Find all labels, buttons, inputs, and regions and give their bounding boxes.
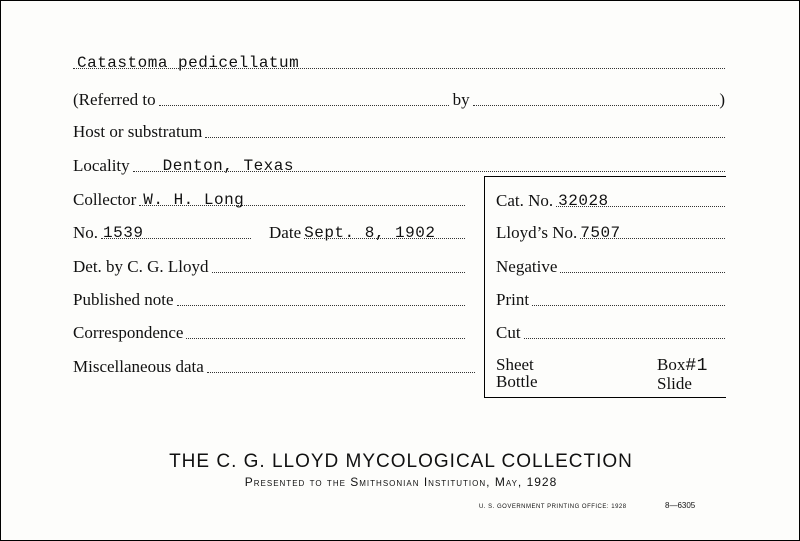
locality-label: Locality bbox=[73, 156, 130, 175]
sheet-label: Sheet bbox=[496, 355, 534, 374]
box-label: Box bbox=[657, 355, 686, 374]
print-field bbox=[532, 291, 725, 306]
box-value: #1 bbox=[685, 356, 708, 376]
negative-row bbox=[496, 255, 725, 277]
cat-no-field bbox=[556, 192, 725, 210]
cat-no-row bbox=[496, 189, 725, 211]
host-row bbox=[73, 120, 725, 142]
lloyd-no-row bbox=[496, 221, 725, 243]
no-label: No. bbox=[73, 223, 99, 242]
collection-title: THE C. G. LLOYD MYCOLOGICAL COLLECTION bbox=[169, 451, 633, 472]
det-field bbox=[212, 258, 465, 273]
collector-value: W. H. Long bbox=[143, 191, 245, 209]
species-row bbox=[73, 51, 725, 73]
referred-row bbox=[73, 88, 725, 110]
print-label: Print bbox=[496, 290, 530, 309]
cut-label: Cut bbox=[496, 323, 521, 342]
locality-value: Denton, Texas bbox=[162, 157, 294, 175]
collector-field bbox=[139, 191, 465, 209]
cut-field bbox=[524, 324, 725, 339]
published-label: Published note bbox=[73, 290, 174, 309]
misc-label: Miscellaneous data bbox=[73, 357, 204, 376]
number-date-row bbox=[73, 221, 465, 243]
printing-office-note: U. S. GOVERNMENT PRINTING OFFICE: 1928 bbox=[479, 504, 627, 510]
det-row bbox=[73, 255, 465, 277]
correspondence-label: Correspondence bbox=[73, 323, 184, 342]
host-field bbox=[205, 123, 725, 138]
published-row bbox=[73, 288, 465, 310]
referred-label: (Referred to bbox=[73, 90, 156, 109]
by-field bbox=[473, 91, 720, 106]
cut-row bbox=[496, 321, 725, 343]
bottle-label: Bottle bbox=[496, 372, 538, 391]
cat-no-value: 32028 bbox=[558, 192, 609, 210]
print-row bbox=[496, 288, 725, 310]
collector-label: Collector bbox=[73, 190, 137, 209]
by-label: by bbox=[452, 90, 470, 109]
negative-field bbox=[560, 258, 725, 273]
det-label: Det. by C. G. Lloyd bbox=[73, 257, 209, 276]
slide-label: Slide bbox=[657, 374, 692, 393]
date-label: Date bbox=[269, 223, 302, 242]
lloyd-no-field bbox=[580, 224, 725, 242]
misc-row bbox=[73, 355, 475, 377]
no-value: 1539 bbox=[103, 224, 144, 242]
correspondence-field bbox=[186, 324, 465, 339]
box-row bbox=[657, 356, 708, 375]
date-field bbox=[304, 224, 465, 242]
species-value: Catastoma pedicellatum bbox=[77, 54, 300, 72]
sheet-bottle-labels bbox=[496, 356, 538, 390]
collection-subtitle-text: Presented to the Smithsonian Institution, May, 1928 bbox=[244, 475, 558, 489]
lloyd-no-label: Lloyd’s No. bbox=[496, 223, 578, 242]
misc-field bbox=[207, 358, 475, 373]
locality-field bbox=[133, 157, 725, 175]
box-slide-labels bbox=[657, 356, 708, 392]
species-field bbox=[73, 54, 725, 72]
cat-no-label: Cat. No. bbox=[496, 191, 554, 210]
published-field bbox=[177, 291, 465, 306]
host-label: Host or substratum bbox=[73, 122, 203, 141]
locality-row bbox=[73, 154, 725, 176]
form-number: 8—6305 bbox=[665, 501, 696, 510]
negative-label: Negative bbox=[496, 257, 558, 276]
no-field bbox=[101, 224, 251, 242]
correspondence-row bbox=[73, 321, 465, 343]
collector-row bbox=[73, 188, 465, 210]
close-paren: ) bbox=[719, 90, 725, 109]
date-value: Sept. 8, 1902 bbox=[304, 224, 436, 242]
referred-field bbox=[159, 91, 449, 106]
lloyd-no-value: 7507 bbox=[580, 224, 621, 242]
collection-subtitle bbox=[1, 475, 800, 489]
